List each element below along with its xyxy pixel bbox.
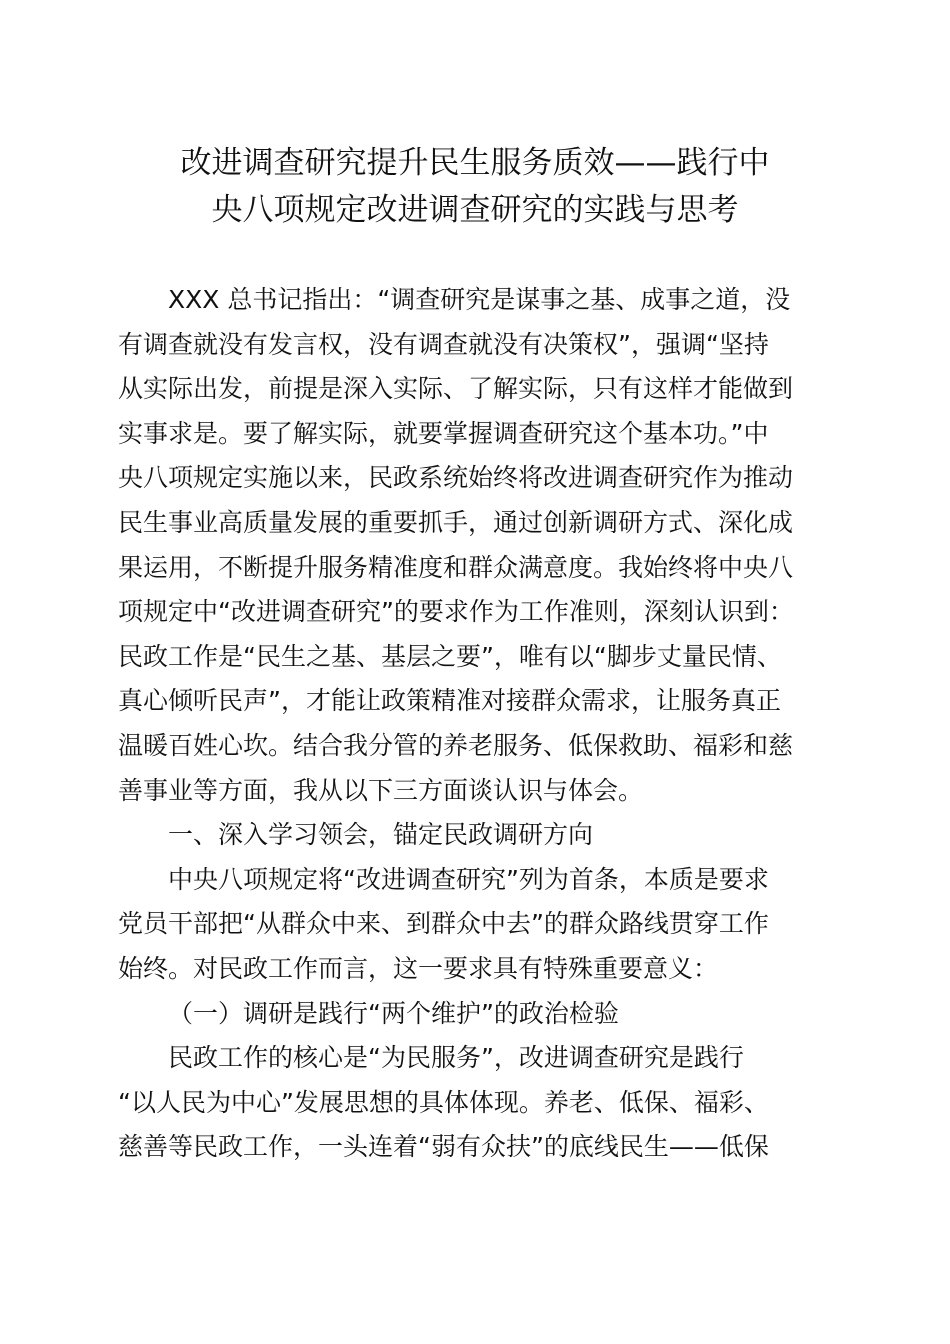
body-line: 始终。对民政工作而言，这一要求具有特殊重要意义：	[118, 953, 719, 983]
section-heading: 一、深入学习领会，锚定民政调研方向	[168, 820, 594, 850]
body-line: 从实际出发，前提是深入实际、了解实际，只有这样才能做到	[118, 374, 794, 404]
document-body	[118, 278, 848, 1170]
body-line: 实事求是。要了解实际，就要掌握调查研究这个基本功。”中	[118, 418, 769, 448]
body-line: 真心倾听民声”，才能让政策精准对接群众需求，让服务真正	[118, 686, 781, 716]
body-line: 中央八项规定将“改进调查研究”列为首条，本质是要求	[168, 864, 769, 894]
body-line: 有调查就没有发言权，没有调查就没有决策权”，强调“坚持	[118, 329, 769, 359]
body-line: 民政工作的核心是“为民服务”，改进调查研究是践行	[168, 1043, 744, 1073]
body-line: 善事业等方面，我从以下三方面谈认识与体会。	[118, 775, 644, 805]
subsection-heading: （一）调研是践行“两个维护”的政治检验	[168, 998, 619, 1028]
body-line: XXX 总书记指出：“调查研究是谋事之基、成事之道，没	[168, 285, 791, 314]
document-title	[120, 140, 830, 234]
body-line: 项规定中“改进调查研究”的要求作为工作准则，深刻认识到：	[118, 597, 794, 627]
body-line: 果运用，不断提升服务精准度和群众满意度。我始终将中央八	[118, 552, 794, 582]
body-line: 央八项规定实施以来，民政系统始终将改进调查研究作为推动	[118, 463, 794, 493]
body-line: 党员干部把“从群众中来、到群众中去”的群众路线贯穿工作	[118, 909, 769, 939]
body-line: 温暖百姓心坎。结合我分管的养老服务、低保救助、福彩和慈	[118, 730, 794, 760]
title-line: 改进调查研究提升民生服务质效——践行中	[180, 145, 770, 181]
body-line: “以人民为中心”发展思想的具体体现。养老、低保、福彩、	[118, 1087, 769, 1117]
body-line: 民政工作是“民生之基、基层之要”，唯有以“脚步丈量民情、	[118, 641, 782, 671]
body-line: 民生事业高质量发展的重要抓手，通过创新调研方式、深化成	[118, 507, 794, 537]
title-line: 央八项规定改进调查研究的实践与思考	[211, 192, 739, 228]
body-line: 慈善等民政工作，一头连着“弱有众扶”的底线民生——低保	[118, 1132, 769, 1162]
